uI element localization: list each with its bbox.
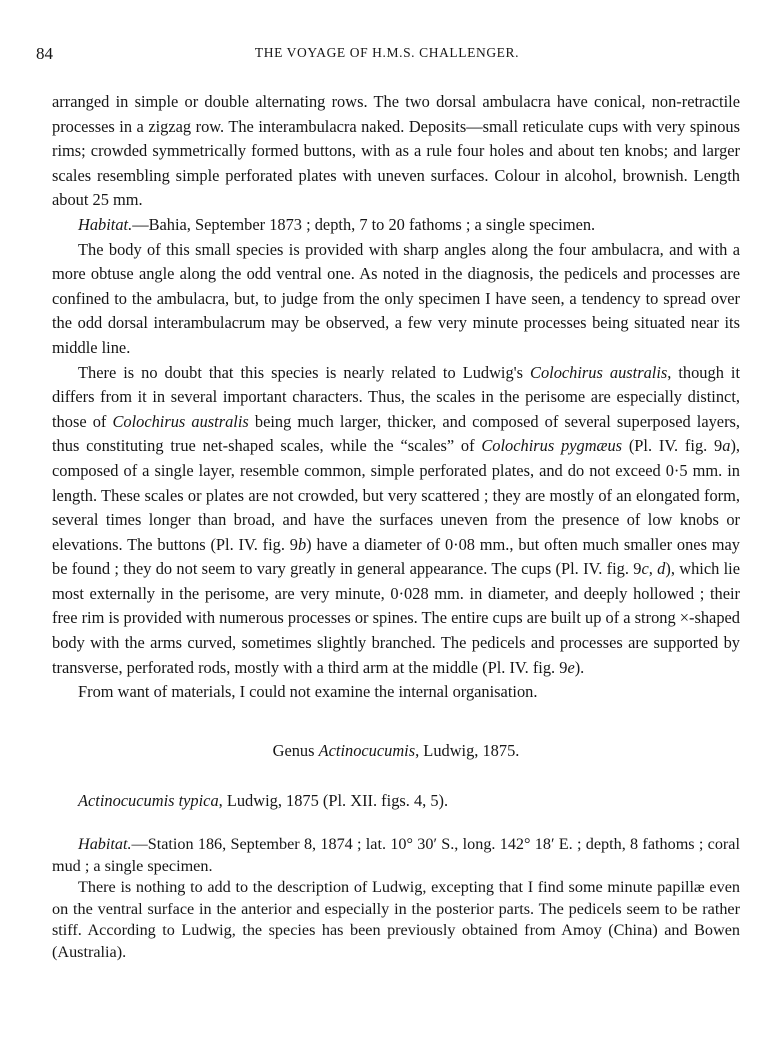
figure-letter: c, d <box>641 559 666 579</box>
genus-suffix: , Ludwig, 1875. <box>415 740 520 760</box>
final-paragraph: There is nothing to add to the description of Ludwig, excepting that I find some minute papillæ even on the ventral surface in the anterior and especially in the posterior parts. The pedicels seem to be rather stiff. According to Ludwig, the species has been previously obtained from Amoy (China) and Bowen (Australia). <box>52 878 740 961</box>
spacer <box>52 705 740 739</box>
habitat-text: —Station 186, September 8, 1874 ; lat. 10° 30′ S., long. 142° 18′ E. ; depth, 8 fathoms ; coral mud ; a single specimen. <box>52 835 740 875</box>
species-heading <box>52 789 740 814</box>
figure-letter: b <box>297 534 307 554</box>
figure-letter: a <box>722 436 731 456</box>
second-part <box>52 834 740 964</box>
genus-prefix: Genus <box>272 740 319 760</box>
figure-letter: e <box>567 657 575 677</box>
species-suffix: , Ludwig, 1875 (Pl. XII. figs. 4, 5). <box>218 791 449 811</box>
body-description-paragraph: The body of this small species is provided with sharp angles along the four ambulacra, and with a more obtuse angle along the odd ventral one. As noted in the diagnosis, the pedicels and processes are confined to the ambulacra, but, to judge from the only specimen I have seen, a tendency to spread over the odd dorsal interambulacrum may be observed, a few very minute processes being situated near its middle line. <box>52 239 740 357</box>
habitat-paragraph <box>52 213 740 238</box>
habitat-text: —Bahia, September 1873 ; depth, 7 to 20 fathoms ; a single specimen. <box>132 214 596 234</box>
text-run: , though it differs from it in several important characters. Thus, the scales in the perisome are especially distinct, those of <box>52 362 741 431</box>
habitat-label: Habitat. <box>78 835 132 854</box>
text-run: ) have a diameter of 0·08 mm., but often much smaller ones may be found ; they do not seem to vary greatly in general appearance. The cups (Pl. IV. fig. 9 <box>52 534 740 579</box>
species-name: Colochirus pygmæus <box>481 436 623 456</box>
habitat-label: Habitat. <box>78 214 133 234</box>
page-number: 84 <box>36 44 53 63</box>
paragraph-continuation: arranged in simple or double alternating rows. The two dorsal ambulacra have conical, non-retractile processes in a zigzag row. The interambulacra naked. Deposits—small reticulate cups with very spinous rims; crowded symmetrically formed buttons, with as a rule four holes and about ten knobs; and larger scales resembling simple perforated plates with uneven surfaces. Colour in alcohol, brownish. Length about 25 mm. <box>52 92 740 210</box>
text-run: being much larger, thicker, and composed of several superposed layers, thus constituting true net-shaped scales, while the “scales” of <box>52 411 740 456</box>
species-name: Actinocucumis typica <box>78 791 219 811</box>
spacer <box>52 814 740 834</box>
genus-name: Actinocucumis <box>318 740 416 760</box>
text-run: ), composed of a single layer, resemble common, simple perforated plates, and do not exceed 0·5 mm. in length. These scales or plates are not crowded, but very scattered ; they are mostly of an elongated form, several times longer than broad, and have the surfaces uneven from the presence of low knobs or elevations. The buttons (Pl. IV. fig. 9 <box>52 436 740 554</box>
running-title: THE VOYAGE OF H.M.S. CHALLENGER. <box>254 45 520 60</box>
text-run: ), which lie most externally in the perisome, are very minute, 0·028 mm. in diameter, and deeply hollowed ; their free rim is provided with numerous processes or spines. The entire cups are built up of a strong ×-shaped body with the arms curved, sometimes slightly branched. The pedicels and processes are supported by transverse, perforated rods, mostly with a third arm at the middle (Pl. IV. fig. 9 <box>52 559 740 677</box>
text-run: ). <box>574 657 585 677</box>
spacer <box>52 763 740 789</box>
text-run: (Pl. IV. fig. 9 <box>622 436 723 456</box>
comparison-paragraph <box>52 361 740 681</box>
species-name: Colochirus australis <box>530 362 668 382</box>
text-run: There is no doubt that this species is nearly related to Ludwig's <box>78 362 531 382</box>
materials-paragraph: From want of materials, I could not examine the internal organisation. <box>78 682 538 702</box>
species-name: Colochirus australis <box>112 411 249 431</box>
genus-heading <box>52 739 740 764</box>
habitat-paragraph-2 <box>52 834 740 877</box>
page-header <box>36 44 738 68</box>
body-text <box>52 90 740 964</box>
